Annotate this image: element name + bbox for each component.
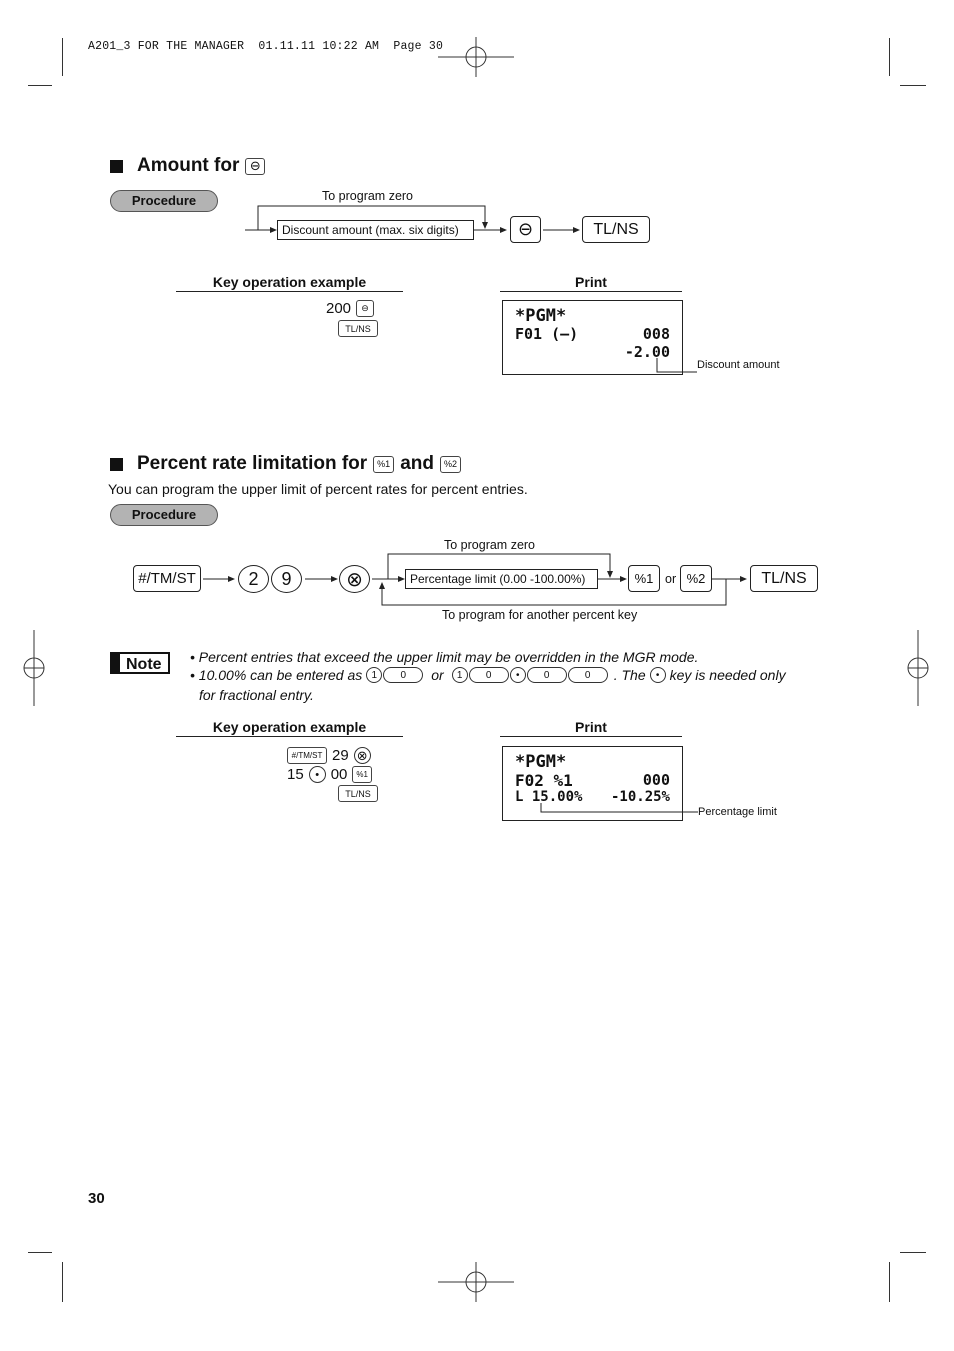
pct1-key: %1 <box>628 565 660 592</box>
tlns-key: TL/NS <box>582 216 650 243</box>
decimal-point-key-icon: • <box>650 667 666 683</box>
minus-key-icon: ⊖ <box>245 158 265 175</box>
digit-1-key-icon: 1 <box>452 667 468 683</box>
procedure-badge: Procedure <box>110 504 218 526</box>
pct1-key-icon: %1 <box>373 456 394 473</box>
section-title-and: and <box>400 453 434 474</box>
digit-0-key-icon: 0 <box>469 667 509 683</box>
section-title-text: Percent rate limitation for <box>137 453 368 474</box>
decimal-point-key-icon: • <box>510 667 526 683</box>
receipt-line: 000 <box>642 771 670 789</box>
note-text-segment: or <box>431 667 444 683</box>
pct2-key-icon: %2 <box>440 456 461 473</box>
to-program-zero-label: To program zero <box>322 189 414 203</box>
discount-amount-box: Discount amount (max. six digits) <box>277 220 474 240</box>
tlns-key: TL/NS <box>750 565 818 592</box>
receipt-line: F01 (—) <box>515 325 579 343</box>
digit-2-key: 2 <box>238 565 269 593</box>
receipt-line: -10.25% <box>610 789 670 805</box>
to-program-zero-label: To program zero <box>444 538 536 552</box>
note-label: Note <box>110 652 170 674</box>
key-op-value: 00 <box>330 766 348 783</box>
note-text-segment: key is needed only <box>669 667 786 683</box>
note-text-segment: . The <box>613 667 646 683</box>
pct2-key: %2 <box>680 565 712 592</box>
print-header: Print <box>500 719 682 737</box>
percentage-limit-box: Percentage limit (0.00 -100.00%) <box>405 569 598 589</box>
key-operation-header: Key operation example <box>176 719 403 737</box>
minus-key-icon: ⊖ <box>356 300 374 317</box>
section-description: You can program the upper limit of percent rates for percent entries. <box>108 481 528 497</box>
procedure-badge: Procedure <box>110 190 218 212</box>
key-op-value: 29 <box>332 747 349 764</box>
tmst-key-icon: #/TM/ST <box>287 747 327 764</box>
pct1-key-icon: %1 <box>352 766 372 783</box>
note-line: for fractional entry. <box>199 687 314 703</box>
receipt-line: 008 <box>642 325 670 343</box>
callout-percentage-limit: Percentage limit <box>698 806 777 818</box>
section-title-text: Amount for <box>137 155 240 176</box>
note-line: • Percent entries that exceed the upper limit may be overridden in the MGR mode. <box>190 649 699 665</box>
digit-0-key-icon: 0 <box>527 667 567 683</box>
tlns-key-icon: TL/NS <box>338 785 378 802</box>
minus-key: ⊖ <box>510 216 541 243</box>
to-program-another-label: To program for another percent key <box>442 608 638 622</box>
multiply-key: ⊗ <box>339 565 370 593</box>
key-op-value: 200 <box>326 300 352 317</box>
tlns-key-icon: TL/NS <box>338 320 378 337</box>
digit-9-key: 9 <box>271 565 302 593</box>
decimal-point-key-icon: • <box>309 766 326 783</box>
receipt-line: F02 %1 <box>515 771 573 790</box>
or-label: or <box>665 572 677 586</box>
key-op-value: 15 <box>287 766 304 783</box>
key-operation-header: Key operation example <box>176 274 403 292</box>
receipt-line: L 15.00% <box>515 789 583 805</box>
print-header-line: A201_3 FOR THE MANAGER 01.11.11 10:22 AM Page 30 <box>88 40 444 53</box>
digit-1-key-icon: 1 <box>366 667 382 683</box>
digit-0-key-icon: 0 <box>383 667 423 683</box>
callout-discount-amount: Discount amount <box>697 359 780 371</box>
receipt-line: *PGM* <box>515 752 567 772</box>
multiply-key-icon: ⊗ <box>354 747 371 764</box>
receipt-line: -2.00 <box>624 343 670 361</box>
digit-0-key-icon: 0 <box>568 667 608 683</box>
tmst-key: #/TM/ST <box>133 565 201 592</box>
receipt-line: *PGM* <box>515 306 567 326</box>
print-header: Print <box>500 274 682 292</box>
page-number: 30 <box>88 1190 105 1207</box>
note-text-segment: • 10.00% can be entered as <box>190 667 363 683</box>
